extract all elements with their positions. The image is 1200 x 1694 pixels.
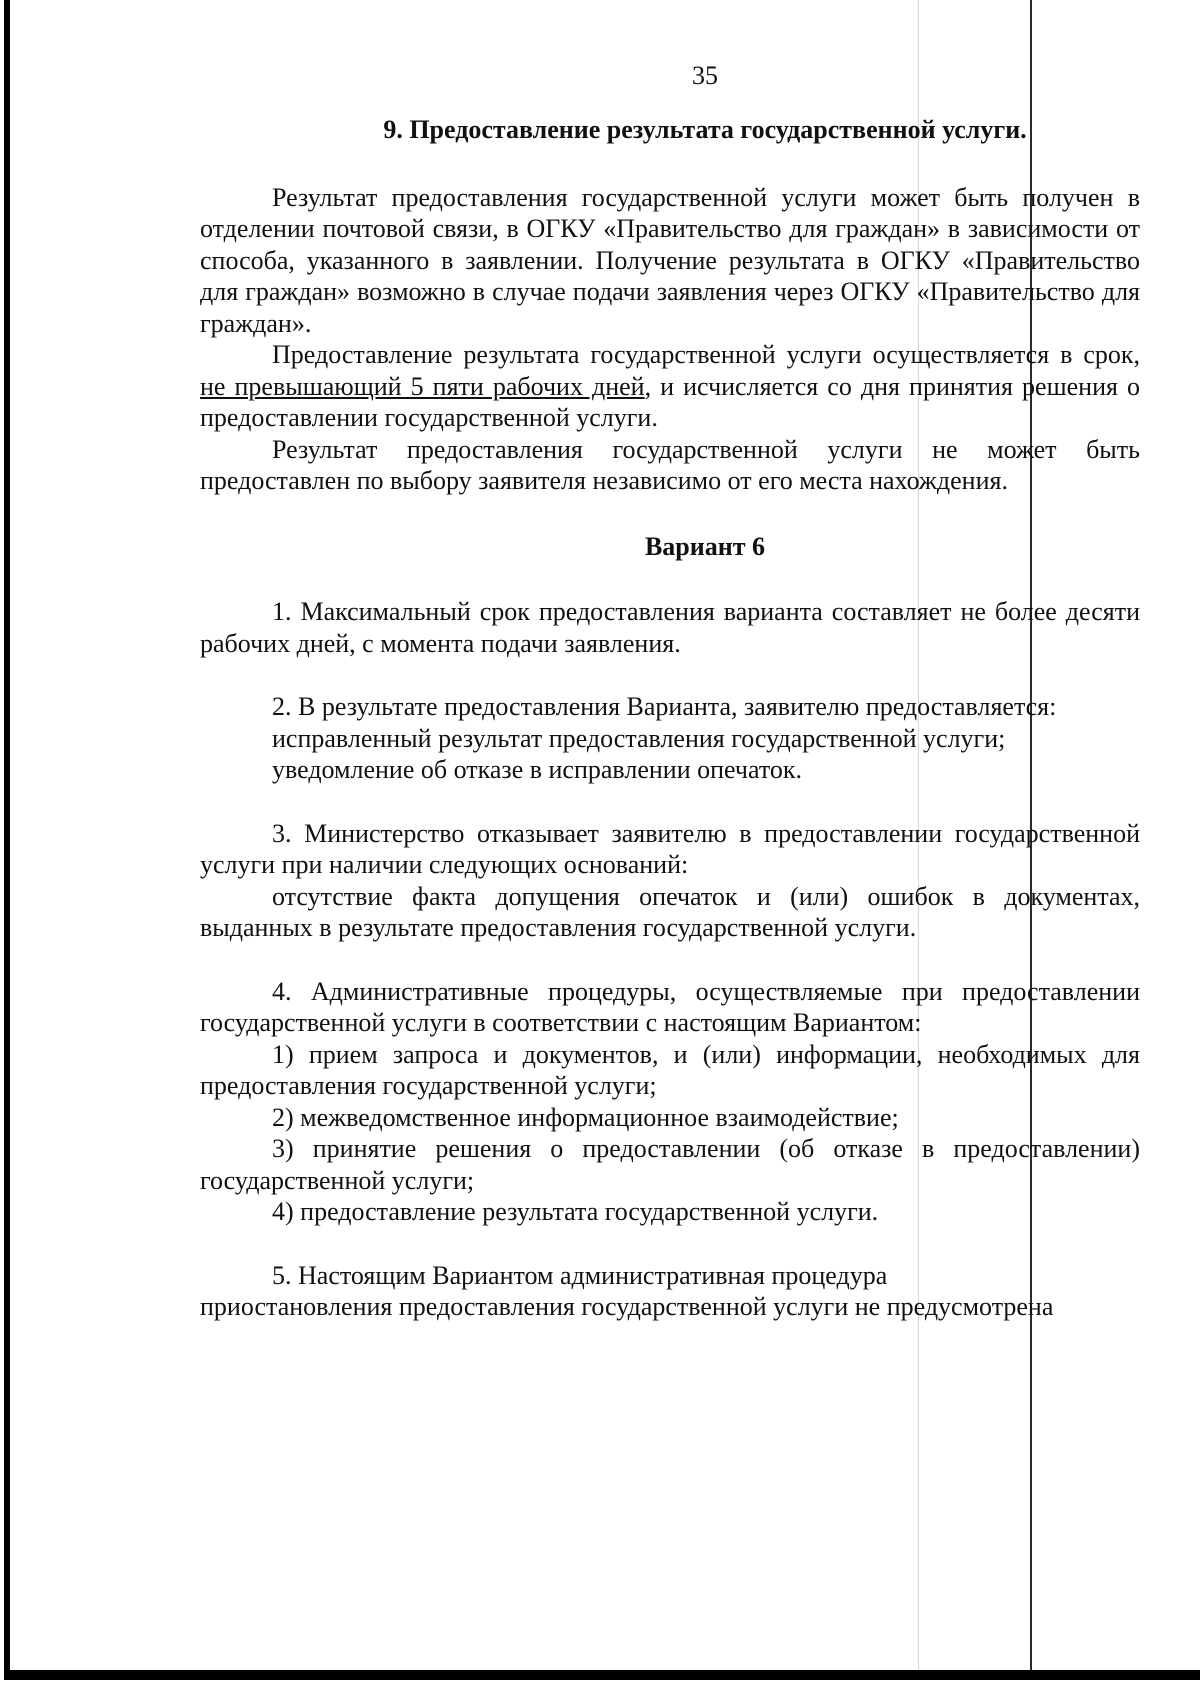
spacer: [200, 786, 1140, 818]
item-5-line-1: 5. Настоящим Вариантом административная процедура: [272, 1260, 888, 1290]
deadline-text-start: Предоставление результата государственной услуги осуществляется в срок,: [272, 340, 1140, 369]
item-2-line-1: исправленный результат предоставления государственной услуги;: [272, 723, 1006, 753]
spacer: [200, 944, 1140, 976]
item-3-reason: отсутствие факта допущения опечаток и (или) ошибок в документах, выданных в результате предоставления государственной услуги.: [200, 881, 1140, 942]
scan-edge-bottom: [4, 1670, 1200, 1680]
spacer: [200, 659, 1140, 691]
item-4-step-2: 2) межведомственное информационное взаимодействие;: [272, 1102, 899, 1132]
item-4-step-3: 3) принятие решения о предоставлении (об отказе в предоставлении) государственной услуги;: [200, 1134, 1140, 1195]
result-paragraph: Результат предоставления государственной услуги может быть получен в отделении почтовой связи, в ОГКУ «Правительство для граждан» в зависимости от способа, указанного в заявлении. Получение результата в ОГКУ «Правительство для граждан» возможно в случае подачи заявления через ОГКУ «Правительство для граждан».: [200, 182, 1140, 338]
scan-edge-left: [4, 0, 10, 1676]
item-5-line-2: приостановления предоставления государственной услуги не предусмотрена: [200, 1292, 1054, 1321]
item-4-intro: 4. Административные процедуры, осуществляемые при предоставлении государственной услуги в соответствии с настоящим Вариантом:: [200, 976, 1140, 1037]
item-2-intro: 2. В результате предоставления Варианта, заявителю предоставляется:: [272, 692, 1057, 721]
deadline-paragraph: [200, 339, 1140, 434]
item-4-step-1: 1) прием запроса и документов, и (или) информации, необходимых для предоставления государственной услуги;: [200, 1039, 1140, 1100]
item-1: 1. Максимальный срок предоставления варианта составляет не более десяти рабочих дней, с момента подачи заявления.: [200, 597, 1140, 658]
spacer: [200, 1228, 1140, 1260]
item-2-line-2: уведомление об отказе в исправлении опечаток.: [272, 755, 803, 784]
section-heading: 9. Предоставление результата государственной услуги.: [383, 115, 1027, 144]
deadline-underlined: не превышающий 5 пяти рабочих дней: [200, 371, 645, 401]
document-page: [200, 60, 1140, 1323]
item-4-step-4: 4) предоставление результата государственной услуги.: [272, 1197, 879, 1226]
item-3-intro: 3. Министерство отказывает заявителю в предоставлении государственной услуги при наличии следующих оснований:: [200, 818, 1140, 879]
location-paragraph: Результат предоставления государственной услуги не может быть предоставлен по выбору заявителя независимо от его места нахождения.: [200, 434, 1140, 495]
variant-heading: Вариант 6: [644, 531, 766, 561]
deadline-text-end: , и исчисляется со дня принятия решения о предоставлении государственной услуги.: [200, 371, 1140, 432]
page-number: 35: [692, 61, 718, 90]
